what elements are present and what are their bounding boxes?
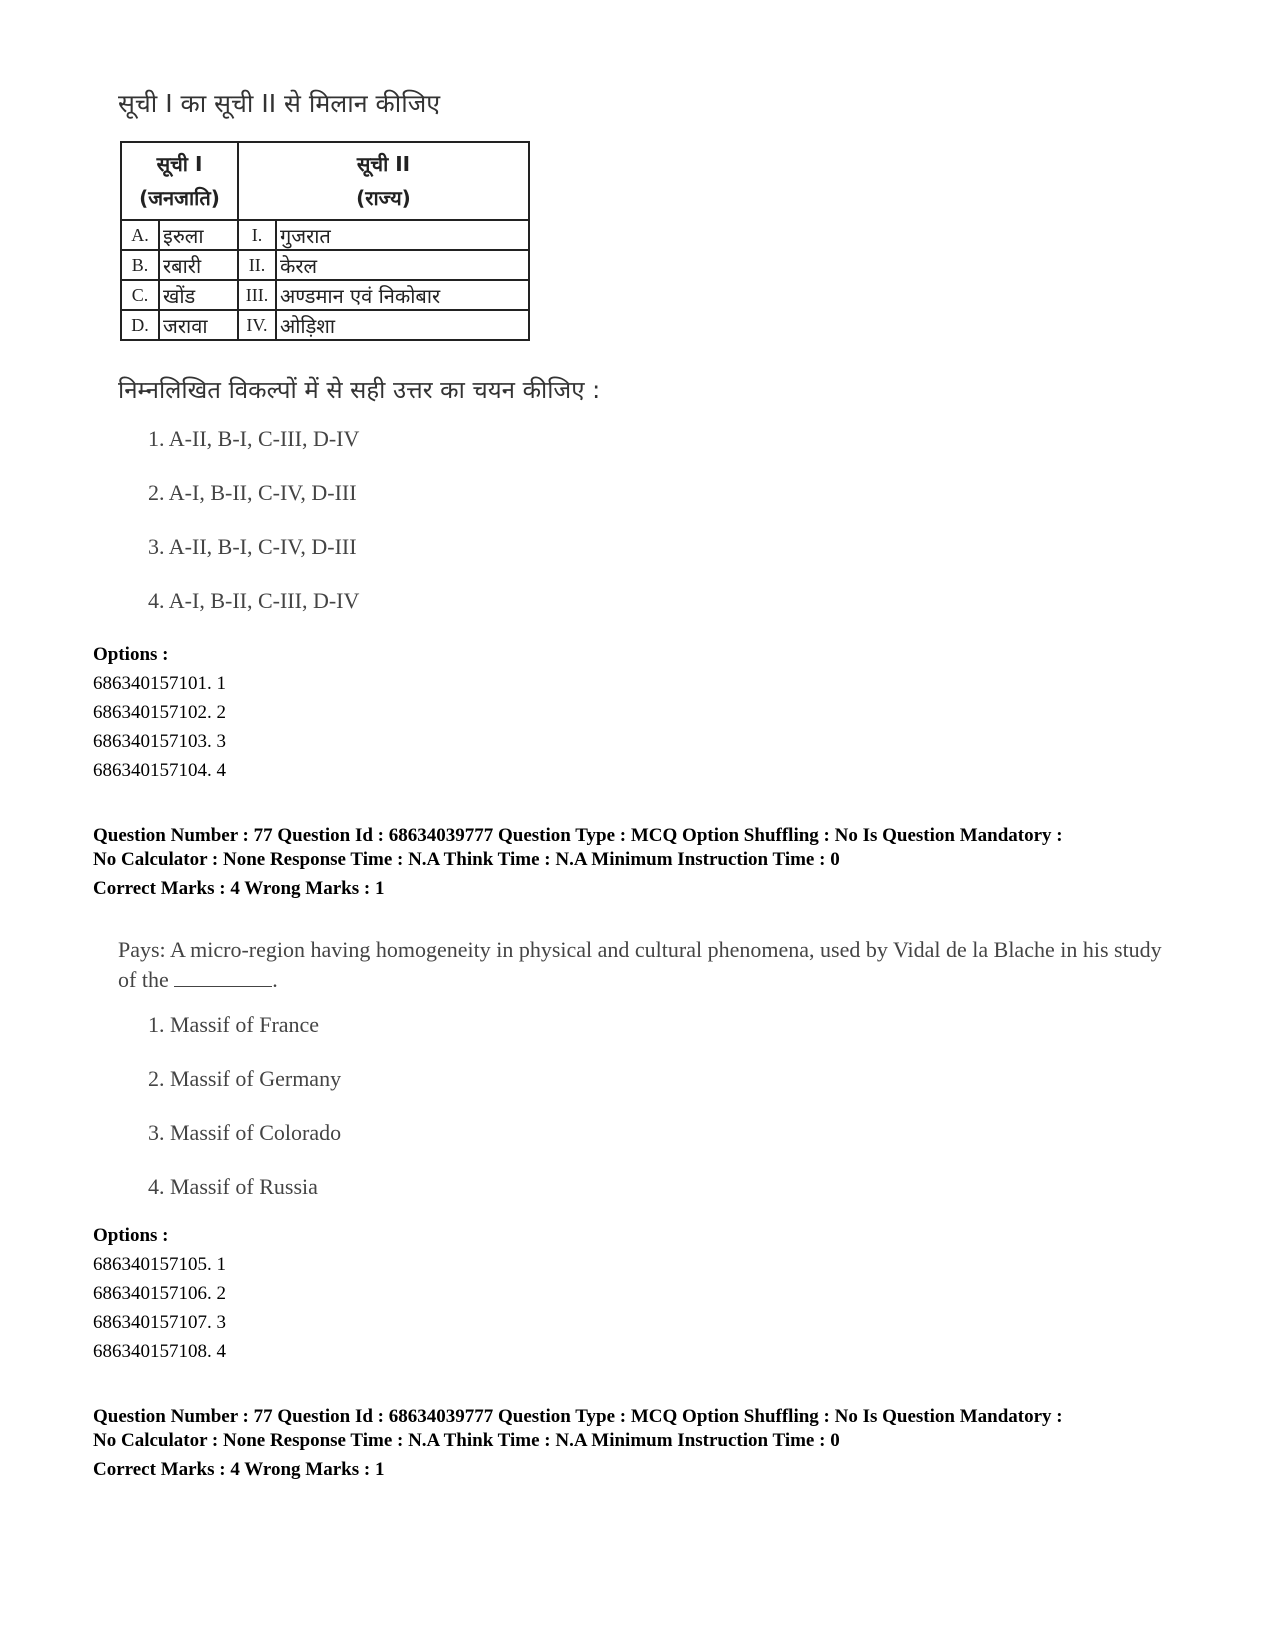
match-table-header	[121, 142, 529, 220]
match-instruction: सूची I का सूची II से मिलान कीजिए	[118, 89, 441, 118]
table-row	[121, 310, 529, 340]
option-id: 686340157107. 3	[93, 1312, 226, 1333]
answer-choice-1: 1. Massif of France	[148, 1012, 320, 1037]
state-cell: गुजरात	[276, 220, 529, 250]
answer-choice-3: 3. Massif of Colorado	[148, 1120, 342, 1145]
state-cell: केरल	[276, 250, 529, 280]
row-numeral: II.	[238, 250, 276, 280]
row-key: A.	[121, 220, 159, 250]
question-text-body: Pays: A micro-region having homogeneity in physical and cultural phenomena, used by Vidal de la Blache in his study of the	[118, 937, 1162, 992]
row-key: C.	[121, 280, 159, 310]
option-id: 686340157104. 4	[93, 760, 226, 781]
list-one-subtitle: (जनजाति)	[139, 186, 220, 210]
answer-choice-4: 4. Massif of Russia	[148, 1174, 318, 1199]
answer-choice-2: 2. Massif of Germany	[148, 1066, 342, 1091]
question-meta-line-1: Question Number : 77 Question Id : 68634039777 Question Type : MCQ Option Shuffling : No Is Question Mandatory :	[93, 1406, 1063, 1427]
answer-choice-4: 4. A-I, B-II, C-III, D-IV	[148, 588, 360, 613]
table-row	[121, 220, 529, 250]
row-numeral: I.	[238, 220, 276, 250]
list-two-title: सूची II	[356, 152, 411, 176]
list-one-header	[121, 142, 238, 220]
option-id: 686340157103. 3	[93, 731, 226, 752]
answer-blank	[174, 966, 272, 987]
table-row	[121, 250, 529, 280]
tribe-cell: इरुला	[159, 220, 238, 250]
option-id: 686340157106. 2	[93, 1283, 226, 1304]
state-cell: अण्डमान एवं निकोबार	[276, 280, 529, 310]
row-key: B.	[121, 250, 159, 280]
tribe-cell: खोंड	[159, 280, 238, 310]
question-meta-line-1: Question Number : 77 Question Id : 68634039777 Question Type : MCQ Option Shuffling : No Is Question Mandatory :	[93, 825, 1063, 846]
option-id: 686340157108. 4	[93, 1341, 226, 1362]
table-row	[121, 280, 529, 310]
tribe-cell: जरावा	[159, 310, 238, 340]
question-meta-line-2: No Calculator : None Response Time : N.A Think Time : N.A Minimum Instruction Time : 0	[93, 849, 840, 870]
option-id: 686340157102. 2	[93, 702, 226, 723]
row-key: D.	[121, 310, 159, 340]
answer-choice-1: 1. A-II, B-I, C-III, D-IV	[148, 426, 360, 451]
answer-choice-2: 2. A-I, B-II, C-IV, D-III	[148, 480, 357, 505]
list-two-subtitle: (राज्य)	[356, 186, 411, 210]
options-heading: Options :	[93, 1225, 169, 1246]
choose-instruction: निम्नलिखित विकल्पों में से सही उत्तर का चयन कीजिए :	[118, 376, 601, 404]
match-table	[120, 141, 530, 341]
option-id: 686340157105. 1	[93, 1254, 226, 1275]
option-id: 686340157101. 1	[93, 673, 226, 694]
row-numeral: IV.	[238, 310, 276, 340]
answer-choice-3: 3. A-II, B-I, C-IV, D-III	[148, 534, 357, 559]
options-heading: Options :	[93, 644, 169, 665]
question-text	[118, 935, 1178, 995]
question-text-end: .	[272, 967, 278, 992]
question-marks: Correct Marks : 4 Wrong Marks : 1	[93, 1459, 385, 1480]
state-cell: ओड़िशा	[276, 310, 529, 340]
question-meta-line-2: No Calculator : None Response Time : N.A Think Time : N.A Minimum Instruction Time : 0	[93, 1430, 840, 1451]
tribe-cell: रबारी	[159, 250, 238, 280]
list-two-header	[238, 142, 529, 220]
question-marks: Correct Marks : 4 Wrong Marks : 1	[93, 878, 385, 899]
row-numeral: III.	[238, 280, 276, 310]
list-one-title: सूची I	[156, 152, 203, 176]
